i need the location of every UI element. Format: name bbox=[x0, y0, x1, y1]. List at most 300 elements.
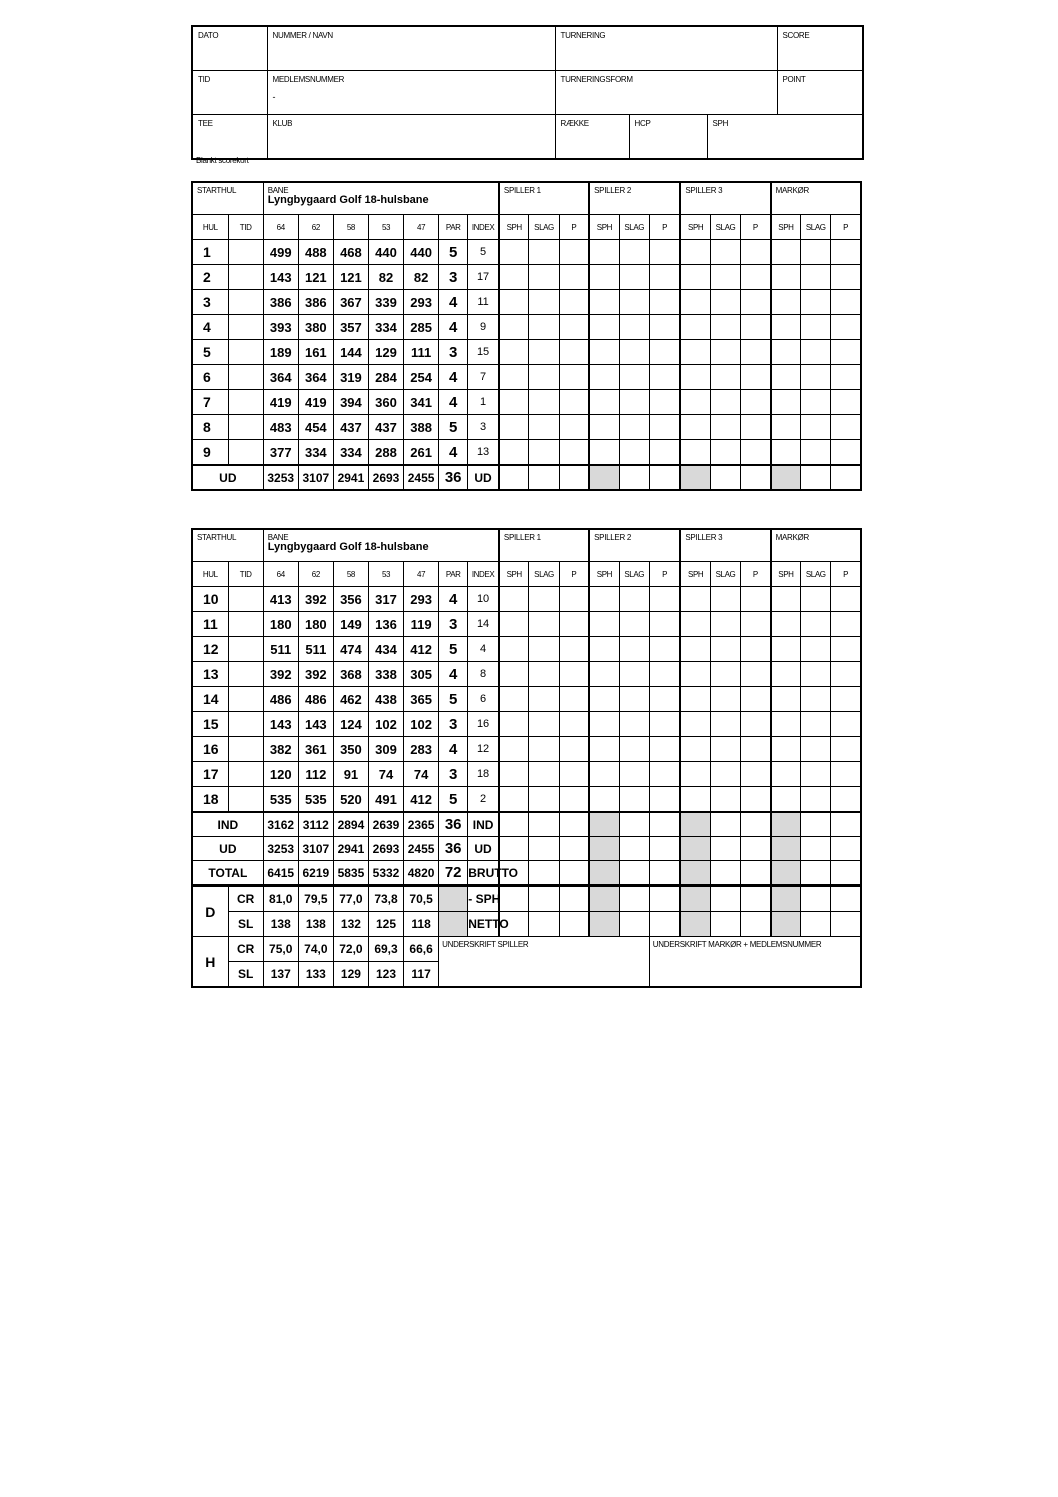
point-cell[interactable] bbox=[649, 886, 680, 912]
slag-sum[interactable] bbox=[801, 812, 831, 837]
point-sum[interactable] bbox=[831, 861, 861, 886]
point-input[interactable] bbox=[559, 365, 589, 390]
slag-cell[interactable] bbox=[801, 886, 831, 912]
sph-sum[interactable] bbox=[589, 812, 619, 837]
sph-input[interactable] bbox=[680, 290, 710, 315]
sph-input[interactable] bbox=[680, 440, 710, 466]
point-input[interactable] bbox=[559, 712, 589, 737]
tid-input[interactable] bbox=[228, 315, 263, 340]
point-input[interactable] bbox=[649, 787, 680, 813]
slag-input[interactable] bbox=[801, 440, 831, 466]
point-input[interactable] bbox=[649, 340, 680, 365]
point-input[interactable] bbox=[649, 687, 680, 712]
point-input[interactable] bbox=[741, 440, 771, 466]
sph-sum[interactable] bbox=[499, 465, 529, 490]
sph-input[interactable] bbox=[589, 415, 619, 440]
point-sum[interactable] bbox=[559, 837, 589, 861]
point-input[interactable] bbox=[741, 365, 771, 390]
slag-input[interactable] bbox=[529, 712, 559, 737]
point-input[interactable] bbox=[741, 637, 771, 662]
point-sum[interactable] bbox=[649, 465, 680, 490]
slag-input[interactable] bbox=[710, 637, 740, 662]
slag-input[interactable] bbox=[619, 290, 649, 315]
slag-input[interactable] bbox=[801, 737, 831, 762]
slag-input[interactable] bbox=[710, 712, 740, 737]
point-input[interactable] bbox=[559, 265, 589, 290]
sph-input[interactable] bbox=[589, 390, 619, 415]
slag-input[interactable] bbox=[529, 440, 559, 466]
sph-input[interactable] bbox=[499, 712, 529, 737]
point-sum[interactable] bbox=[559, 465, 589, 490]
slag-sum[interactable] bbox=[710, 861, 740, 886]
slag-input[interactable] bbox=[710, 315, 740, 340]
slag-input[interactable] bbox=[710, 290, 740, 315]
point-cell[interactable] bbox=[831, 886, 861, 912]
sph-input[interactable] bbox=[680, 340, 710, 365]
sph-input[interactable] bbox=[589, 290, 619, 315]
sph-input[interactable] bbox=[589, 365, 619, 390]
sph-input[interactable] bbox=[499, 737, 529, 762]
sph-input[interactable] bbox=[771, 787, 801, 813]
slag-input[interactable] bbox=[710, 612, 740, 637]
sph-input[interactable] bbox=[771, 265, 801, 290]
slag-input[interactable] bbox=[619, 365, 649, 390]
slag-input[interactable] bbox=[710, 687, 740, 712]
point-input[interactable] bbox=[831, 415, 861, 440]
sph-sum[interactable] bbox=[499, 812, 529, 837]
point-input[interactable] bbox=[831, 315, 861, 340]
sph-input[interactable] bbox=[680, 240, 710, 265]
slag-input[interactable] bbox=[619, 762, 649, 787]
point-input[interactable] bbox=[741, 340, 771, 365]
slag-input[interactable] bbox=[801, 290, 831, 315]
slag-input[interactable] bbox=[710, 390, 740, 415]
point-sum[interactable] bbox=[649, 837, 680, 861]
slag-sum[interactable] bbox=[529, 861, 559, 886]
slag-input[interactable] bbox=[619, 390, 649, 415]
slag-sum[interactable] bbox=[529, 812, 559, 837]
sph-input[interactable] bbox=[589, 240, 619, 265]
sph-input[interactable] bbox=[589, 662, 619, 687]
slag-input[interactable] bbox=[529, 737, 559, 762]
turnering-field[interactable] bbox=[555, 26, 777, 71]
point-input[interactable] bbox=[559, 315, 589, 340]
tid-input[interactable] bbox=[228, 340, 263, 365]
point-input[interactable] bbox=[649, 415, 680, 440]
sph-field[interactable] bbox=[707, 115, 863, 160]
slag-input[interactable] bbox=[710, 340, 740, 365]
sph-input[interactable] bbox=[680, 737, 710, 762]
sph-input[interactable] bbox=[589, 440, 619, 466]
point-input[interactable] bbox=[649, 762, 680, 787]
sph-input[interactable] bbox=[589, 737, 619, 762]
slag-cell[interactable] bbox=[801, 912, 831, 937]
sph-sum[interactable] bbox=[771, 812, 801, 837]
sph-input[interactable] bbox=[499, 390, 529, 415]
point-cell[interactable] bbox=[649, 912, 680, 937]
sph-input[interactable] bbox=[680, 315, 710, 340]
slag-input[interactable] bbox=[710, 762, 740, 787]
point-sum[interactable] bbox=[741, 465, 771, 490]
tid-input[interactable] bbox=[228, 240, 263, 265]
slag-sum[interactable] bbox=[529, 465, 559, 490]
tid-input[interactable] bbox=[228, 612, 263, 637]
point-input[interactable] bbox=[649, 390, 680, 415]
slag-sum[interactable] bbox=[619, 837, 649, 861]
slag-input[interactable] bbox=[801, 762, 831, 787]
point-input[interactable] bbox=[559, 637, 589, 662]
slag-input[interactable] bbox=[801, 365, 831, 390]
sph-input[interactable] bbox=[499, 637, 529, 662]
slag-input[interactable] bbox=[619, 712, 649, 737]
point-sum[interactable] bbox=[741, 861, 771, 886]
sph-sum[interactable] bbox=[680, 861, 710, 886]
sph-input[interactable] bbox=[771, 240, 801, 265]
slag-input[interactable] bbox=[529, 415, 559, 440]
point-input[interactable] bbox=[741, 415, 771, 440]
sph-input[interactable] bbox=[771, 315, 801, 340]
slag-input[interactable] bbox=[619, 612, 649, 637]
sph-input[interactable] bbox=[499, 662, 529, 687]
slag-sum[interactable] bbox=[619, 861, 649, 886]
sph-input[interactable] bbox=[680, 390, 710, 415]
slag-cell[interactable] bbox=[710, 886, 740, 912]
slag-input[interactable] bbox=[529, 315, 559, 340]
slag-sum[interactable] bbox=[801, 837, 831, 861]
point-sum[interactable] bbox=[741, 812, 771, 837]
point-input[interactable] bbox=[649, 315, 680, 340]
tid-input[interactable] bbox=[228, 687, 263, 712]
slag-cell[interactable] bbox=[619, 912, 649, 937]
slag-sum[interactable] bbox=[801, 861, 831, 886]
point-input[interactable] bbox=[559, 787, 589, 813]
tid-input[interactable] bbox=[228, 365, 263, 390]
slag-input[interactable] bbox=[619, 240, 649, 265]
slag-input[interactable] bbox=[529, 265, 559, 290]
score-field[interactable] bbox=[777, 26, 863, 71]
slag-input[interactable] bbox=[619, 340, 649, 365]
slag-input[interactable] bbox=[619, 265, 649, 290]
slag-input[interactable] bbox=[801, 787, 831, 813]
sph-input[interactable] bbox=[680, 687, 710, 712]
sph-input[interactable] bbox=[499, 587, 529, 612]
slag-sum[interactable] bbox=[619, 465, 649, 490]
slag-cell[interactable] bbox=[619, 886, 649, 912]
point-sum[interactable] bbox=[831, 837, 861, 861]
sph-input[interactable] bbox=[680, 415, 710, 440]
point-input[interactable] bbox=[831, 365, 861, 390]
slag-input[interactable] bbox=[801, 240, 831, 265]
tid-input[interactable] bbox=[228, 290, 263, 315]
slag-sum[interactable] bbox=[710, 812, 740, 837]
sph-sum[interactable] bbox=[771, 861, 801, 886]
hcp-field[interactable] bbox=[629, 115, 707, 160]
point-input[interactable] bbox=[559, 762, 589, 787]
sph-input[interactable] bbox=[771, 290, 801, 315]
sph-input[interactable] bbox=[589, 265, 619, 290]
slag-input[interactable] bbox=[801, 662, 831, 687]
slag-sum[interactable] bbox=[710, 465, 740, 490]
medlemsnummer-field[interactable] bbox=[267, 71, 555, 115]
sph-sum[interactable] bbox=[589, 465, 619, 490]
sph-input[interactable] bbox=[499, 315, 529, 340]
klub-field[interactable] bbox=[267, 115, 555, 160]
slag-input[interactable] bbox=[619, 415, 649, 440]
slag-input[interactable] bbox=[801, 390, 831, 415]
point-input[interactable] bbox=[649, 712, 680, 737]
tee-field[interactable] bbox=[192, 115, 267, 160]
sph-input[interactable] bbox=[589, 340, 619, 365]
sph-input[interactable] bbox=[771, 762, 801, 787]
tid-input[interactable] bbox=[228, 440, 263, 466]
slag-cell[interactable] bbox=[710, 912, 740, 937]
raekke-field[interactable] bbox=[555, 115, 629, 160]
slag-input[interactable] bbox=[619, 637, 649, 662]
point-input[interactable] bbox=[831, 440, 861, 466]
point-input[interactable] bbox=[559, 612, 589, 637]
point-input[interactable] bbox=[649, 612, 680, 637]
slag-input[interactable] bbox=[710, 365, 740, 390]
tid-input[interactable] bbox=[228, 737, 263, 762]
sph-sum[interactable] bbox=[589, 861, 619, 886]
sph-input[interactable] bbox=[499, 440, 529, 466]
point-input[interactable] bbox=[741, 290, 771, 315]
point-input[interactable] bbox=[831, 290, 861, 315]
point-input[interactable] bbox=[559, 415, 589, 440]
slag-input[interactable] bbox=[529, 662, 559, 687]
sph-cell[interactable] bbox=[589, 912, 619, 937]
point-input[interactable] bbox=[649, 440, 680, 466]
tid-input[interactable] bbox=[228, 787, 263, 813]
point-input[interactable] bbox=[831, 787, 861, 813]
point-input[interactable] bbox=[559, 662, 589, 687]
sph-input[interactable] bbox=[589, 787, 619, 813]
slag-cell[interactable] bbox=[529, 912, 559, 937]
point-input[interactable] bbox=[559, 587, 589, 612]
point-input[interactable] bbox=[559, 687, 589, 712]
point-input[interactable] bbox=[559, 290, 589, 315]
sph-input[interactable] bbox=[589, 637, 619, 662]
turneringsform-field[interactable] bbox=[555, 71, 777, 115]
sph-input[interactable] bbox=[589, 762, 619, 787]
sph-input[interactable] bbox=[589, 612, 619, 637]
tid-input[interactable] bbox=[228, 712, 263, 737]
slag-input[interactable] bbox=[529, 787, 559, 813]
sph-sum[interactable] bbox=[771, 465, 801, 490]
point-input[interactable] bbox=[741, 762, 771, 787]
point-input[interactable] bbox=[649, 662, 680, 687]
sph-input[interactable] bbox=[680, 365, 710, 390]
sph-cell[interactable] bbox=[680, 912, 710, 937]
slag-input[interactable] bbox=[529, 687, 559, 712]
sph-input[interactable] bbox=[771, 587, 801, 612]
point-cell[interactable] bbox=[559, 886, 589, 912]
slag-input[interactable] bbox=[801, 637, 831, 662]
sph-input[interactable] bbox=[589, 712, 619, 737]
point-cell[interactable] bbox=[831, 912, 861, 937]
point-input[interactable] bbox=[831, 737, 861, 762]
point-cell[interactable] bbox=[741, 886, 771, 912]
slag-input[interactable] bbox=[619, 315, 649, 340]
point-input[interactable] bbox=[831, 240, 861, 265]
point-input[interactable] bbox=[831, 637, 861, 662]
sph-input[interactable] bbox=[680, 265, 710, 290]
sph-sum[interactable] bbox=[589, 837, 619, 861]
point-input[interactable] bbox=[649, 637, 680, 662]
slag-input[interactable] bbox=[710, 787, 740, 813]
slag-input[interactable] bbox=[619, 787, 649, 813]
slag-input[interactable] bbox=[801, 265, 831, 290]
sph-input[interactable] bbox=[771, 662, 801, 687]
tid-input[interactable] bbox=[228, 265, 263, 290]
sph-input[interactable] bbox=[680, 662, 710, 687]
sph-input[interactable] bbox=[499, 340, 529, 365]
sph-input[interactable] bbox=[499, 365, 529, 390]
sph-input[interactable] bbox=[771, 390, 801, 415]
sph-sum[interactable] bbox=[680, 837, 710, 861]
point-input[interactable] bbox=[741, 737, 771, 762]
slag-sum[interactable] bbox=[801, 465, 831, 490]
slag-input[interactable] bbox=[710, 587, 740, 612]
sph-input[interactable] bbox=[680, 712, 710, 737]
slag-input[interactable] bbox=[529, 637, 559, 662]
point-input[interactable] bbox=[831, 390, 861, 415]
sph-input[interactable] bbox=[680, 787, 710, 813]
sph-input[interactable] bbox=[499, 612, 529, 637]
point-input[interactable] bbox=[741, 315, 771, 340]
tid-input[interactable] bbox=[228, 390, 263, 415]
sph-input[interactable] bbox=[499, 265, 529, 290]
point-sum[interactable] bbox=[741, 837, 771, 861]
sph-cell[interactable] bbox=[680, 886, 710, 912]
sph-input[interactable] bbox=[680, 637, 710, 662]
point-input[interactable] bbox=[649, 365, 680, 390]
sph-input[interactable] bbox=[771, 365, 801, 390]
point-input[interactable] bbox=[741, 587, 771, 612]
point-input[interactable] bbox=[741, 240, 771, 265]
point-input[interactable] bbox=[831, 712, 861, 737]
tid-input[interactable] bbox=[228, 662, 263, 687]
slag-input[interactable] bbox=[529, 762, 559, 787]
point-input[interactable] bbox=[649, 290, 680, 315]
sph-input[interactable] bbox=[499, 762, 529, 787]
slag-input[interactable] bbox=[529, 587, 559, 612]
slag-input[interactable] bbox=[801, 415, 831, 440]
slag-sum[interactable] bbox=[619, 812, 649, 837]
slag-input[interactable] bbox=[710, 737, 740, 762]
slag-input[interactable] bbox=[529, 612, 559, 637]
slag-sum[interactable] bbox=[710, 837, 740, 861]
slag-input[interactable] bbox=[710, 415, 740, 440]
point-input[interactable] bbox=[741, 390, 771, 415]
sph-input[interactable] bbox=[680, 762, 710, 787]
sph-input[interactable] bbox=[499, 787, 529, 813]
sph-input[interactable] bbox=[771, 712, 801, 737]
point-input[interactable] bbox=[649, 587, 680, 612]
slag-input[interactable] bbox=[619, 737, 649, 762]
sph-input[interactable] bbox=[771, 737, 801, 762]
point-input[interactable] bbox=[831, 662, 861, 687]
slag-sum[interactable] bbox=[529, 837, 559, 861]
slag-input[interactable] bbox=[801, 612, 831, 637]
sph-input[interactable] bbox=[589, 687, 619, 712]
sph-input[interactable] bbox=[680, 612, 710, 637]
slag-input[interactable] bbox=[619, 687, 649, 712]
slag-cell[interactable] bbox=[529, 886, 559, 912]
nummer-navn-field[interactable] bbox=[267, 26, 555, 71]
slag-input[interactable] bbox=[619, 662, 649, 687]
slag-input[interactable] bbox=[801, 587, 831, 612]
slag-input[interactable] bbox=[529, 390, 559, 415]
point-input[interactable] bbox=[831, 762, 861, 787]
slag-input[interactable] bbox=[529, 340, 559, 365]
slag-input[interactable] bbox=[710, 265, 740, 290]
point-cell[interactable] bbox=[741, 912, 771, 937]
point-field[interactable] bbox=[777, 71, 863, 115]
sph-sum[interactable] bbox=[680, 465, 710, 490]
point-input[interactable] bbox=[649, 265, 680, 290]
sph-sum[interactable] bbox=[771, 837, 801, 861]
point-input[interactable] bbox=[741, 265, 771, 290]
point-input[interactable] bbox=[559, 390, 589, 415]
point-input[interactable] bbox=[741, 687, 771, 712]
slag-input[interactable] bbox=[529, 240, 559, 265]
sph-input[interactable] bbox=[771, 440, 801, 466]
sph-input[interactable] bbox=[499, 415, 529, 440]
marker-signature-field[interactable]: UNDERSKRIFT MARKØR + MEDLEMSNUMMER bbox=[649, 937, 861, 988]
point-sum[interactable] bbox=[649, 861, 680, 886]
sph-cell[interactable] bbox=[771, 912, 801, 937]
sph-sum[interactable] bbox=[499, 837, 529, 861]
sph-input[interactable] bbox=[771, 687, 801, 712]
point-sum[interactable] bbox=[831, 812, 861, 837]
tid-input[interactable] bbox=[228, 587, 263, 612]
sph-cell[interactable] bbox=[589, 886, 619, 912]
tid-input[interactable] bbox=[228, 762, 263, 787]
sph-input[interactable] bbox=[771, 612, 801, 637]
tid-field[interactable] bbox=[192, 71, 267, 115]
player-signature-field[interactable]: UNDERSKRIFT SPILLER bbox=[439, 937, 650, 988]
point-cell[interactable] bbox=[559, 912, 589, 937]
slag-input[interactable] bbox=[710, 440, 740, 466]
sph-sum[interactable] bbox=[680, 812, 710, 837]
point-input[interactable] bbox=[559, 440, 589, 466]
point-input[interactable] bbox=[649, 737, 680, 762]
point-sum[interactable] bbox=[559, 812, 589, 837]
point-sum[interactable] bbox=[649, 812, 680, 837]
point-sum[interactable] bbox=[831, 465, 861, 490]
point-input[interactable] bbox=[741, 787, 771, 813]
slag-input[interactable] bbox=[801, 315, 831, 340]
slag-input[interactable] bbox=[529, 290, 559, 315]
slag-input[interactable] bbox=[801, 712, 831, 737]
sph-input[interactable] bbox=[771, 415, 801, 440]
slag-input[interactable] bbox=[529, 365, 559, 390]
sph-input[interactable] bbox=[680, 587, 710, 612]
tid-input[interactable] bbox=[228, 637, 263, 662]
sph-input[interactable] bbox=[499, 290, 529, 315]
slag-input[interactable] bbox=[710, 240, 740, 265]
point-input[interactable] bbox=[649, 240, 680, 265]
point-input[interactable] bbox=[831, 612, 861, 637]
slag-input[interactable] bbox=[619, 440, 649, 466]
point-input[interactable] bbox=[741, 612, 771, 637]
sph-input[interactable] bbox=[499, 240, 529, 265]
point-input[interactable] bbox=[559, 340, 589, 365]
point-sum[interactable] bbox=[559, 861, 589, 886]
sph-cell[interactable] bbox=[771, 886, 801, 912]
tid-input[interactable] bbox=[228, 415, 263, 440]
